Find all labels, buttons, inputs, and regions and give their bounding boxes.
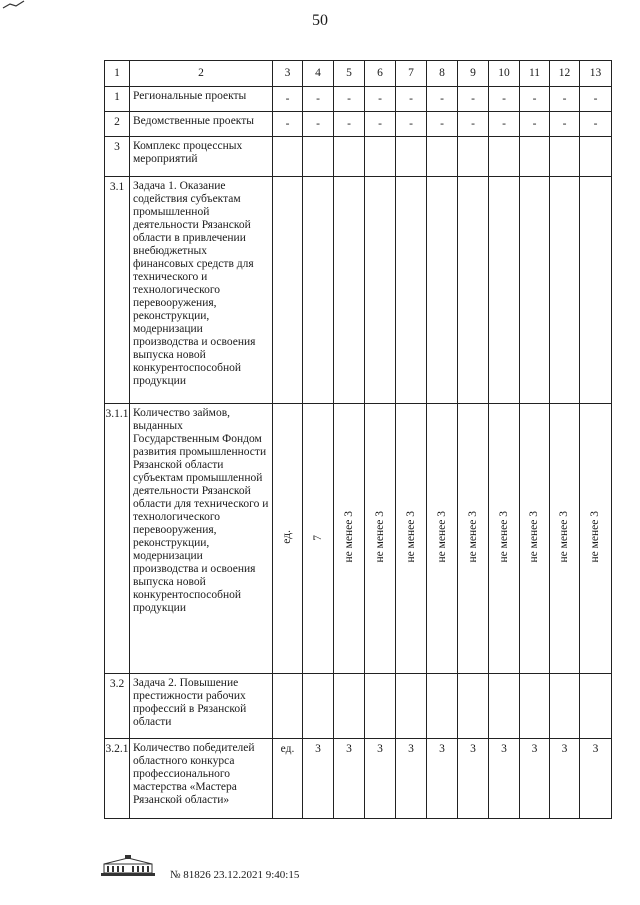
base-cell: -: [303, 112, 334, 137]
row-name: Ведомственные проекты: [130, 112, 273, 137]
year-cell: [334, 137, 365, 177]
year-cell: [489, 674, 520, 739]
row-number: 2: [105, 112, 130, 137]
year-cell: [550, 137, 580, 177]
row-number: 3.1.1: [105, 404, 130, 674]
government-building-seal: [100, 855, 156, 877]
base-cell: [303, 404, 334, 674]
year-cell: -: [427, 87, 458, 112]
base-cell: [303, 674, 334, 739]
year-value: не менее 3: [497, 510, 510, 563]
year-cell: -: [458, 87, 489, 112]
year-value: не менее 3: [373, 510, 386, 563]
column-number: 2: [130, 61, 273, 87]
registration-stamp: № 81826 23.12.2021 9:40:15: [170, 869, 300, 881]
table-row-departmental-projects: [105, 112, 612, 137]
row-number: 3: [105, 137, 130, 177]
year-value: не менее 3: [342, 510, 355, 563]
year-cell: [458, 177, 489, 404]
column-number: 13: [580, 61, 612, 87]
year-cell: 3: [520, 739, 550, 819]
year-cell: -: [365, 112, 396, 137]
year-value: не менее 3: [435, 510, 448, 563]
year-cell: [365, 177, 396, 404]
year-cell: [580, 674, 612, 739]
year-cell: [365, 404, 396, 674]
year-cell: 3: [427, 739, 458, 819]
year-value: не менее 3: [466, 510, 479, 563]
unit-value: ед.: [281, 529, 293, 544]
year-cell: -: [334, 112, 365, 137]
year-cell: [458, 674, 489, 739]
year-value: не менее 3: [589, 510, 601, 563]
column-number: 5: [334, 61, 365, 87]
table-row-task-1: [105, 177, 612, 404]
row-name: Региональные проекты: [130, 87, 273, 112]
row-name: Количество победителей областного конкурса профессионального мастерства «Мастера Рязанской области»: [130, 739, 273, 819]
row-number: 3.2.1: [105, 739, 130, 819]
year-cell: 3: [396, 739, 427, 819]
year-cell: -: [580, 87, 612, 112]
row-name: Количество займов, выданных Государственным Фондом развития промышленности Рязанской области субъектам промышленной деятельности Рязанской области для технического и технологического перевооружения, реконструкции, модернизации производства и освоения выпуска новой конкурентоспособной продукции: [130, 404, 273, 674]
year-cell: [489, 177, 520, 404]
year-cell: [427, 674, 458, 739]
unit-cell: ед.: [273, 739, 303, 819]
year-cell: [396, 404, 427, 674]
unit-cell: [273, 137, 303, 177]
column-number: 4: [303, 61, 334, 87]
column-number: 11: [520, 61, 550, 87]
year-cell: -: [520, 87, 550, 112]
table-row-loans-count: [105, 404, 612, 674]
year-cell: [550, 177, 580, 404]
year-cell: -: [365, 87, 396, 112]
year-cell: -: [396, 87, 427, 112]
year-cell: [365, 137, 396, 177]
unit-cell: [273, 177, 303, 404]
year-cell: [334, 404, 365, 674]
year-cell: [580, 404, 612, 674]
year-cell: [427, 137, 458, 177]
year-cell: [520, 674, 550, 739]
year-cell: [365, 674, 396, 739]
year-cell: [489, 404, 520, 674]
year-cell: [550, 404, 580, 674]
table-row-regional-projects: [105, 87, 612, 112]
unit-cell: -: [273, 87, 303, 112]
year-cell: 3: [580, 739, 612, 819]
base-cell: -: [303, 87, 334, 112]
column-number: 7: [396, 61, 427, 87]
year-cell: -: [520, 112, 550, 137]
year-cell: [520, 137, 550, 177]
year-cell: -: [550, 87, 580, 112]
column-number: 1: [105, 61, 130, 87]
year-cell: [580, 137, 612, 177]
year-cell: [520, 404, 550, 674]
column-number: 3: [273, 61, 303, 87]
column-number: 8: [427, 61, 458, 87]
year-cell: 3: [334, 739, 365, 819]
unit-cell: -: [273, 112, 303, 137]
table-row-task-2: [105, 674, 612, 739]
table-row-contest-winners: [105, 739, 612, 819]
year-cell: [427, 404, 458, 674]
year-cell: [458, 137, 489, 177]
corner-scan-mark: [2, 0, 28, 10]
unit-cell: [273, 404, 303, 674]
year-cell: [580, 177, 612, 404]
year-cell: [427, 177, 458, 404]
year-cell: [396, 674, 427, 739]
column-number: 9: [458, 61, 489, 87]
column-number: 12: [550, 61, 580, 87]
year-cell: -: [427, 112, 458, 137]
row-number: 3.1: [105, 177, 130, 404]
year-cell: -: [489, 112, 520, 137]
year-cell: 3: [458, 739, 489, 819]
year-cell: -: [396, 112, 427, 137]
row-number: 3.2: [105, 674, 130, 739]
column-number: 6: [365, 61, 396, 87]
year-cell: 3: [365, 739, 396, 819]
base-cell: 3: [303, 739, 334, 819]
base-value: 7: [311, 535, 324, 541]
year-cell: [458, 404, 489, 674]
year-value: не менее 3: [558, 510, 570, 563]
year-value: не менее 3: [404, 510, 417, 563]
year-cell: [396, 177, 427, 404]
year-value: не менее 3: [528, 510, 540, 563]
year-cell: -: [489, 87, 520, 112]
row-name: Комплекс процессных мероприятий: [130, 137, 273, 177]
year-cell: 3: [550, 739, 580, 819]
unit-cell: [273, 674, 303, 739]
year-cell: 3: [489, 739, 520, 819]
column-number: 10: [489, 61, 520, 87]
table-row-process-measures: [105, 137, 612, 177]
base-cell: [303, 177, 334, 404]
indicators-table: [104, 60, 612, 819]
year-cell: -: [580, 112, 612, 137]
year-cell: [520, 177, 550, 404]
year-cell: -: [334, 87, 365, 112]
year-cell: -: [550, 112, 580, 137]
year-cell: [334, 674, 365, 739]
row-number: 1: [105, 87, 130, 112]
row-name: Задача 2. Повышение престижности рабочих профессий в Рязанской области: [130, 674, 273, 739]
year-cell: [334, 177, 365, 404]
year-cell: [396, 137, 427, 177]
base-cell: [303, 137, 334, 177]
column-number-row: [105, 61, 612, 87]
year-cell: [489, 137, 520, 177]
year-cell: -: [458, 112, 489, 137]
year-cell: [550, 674, 580, 739]
page-number: 50: [312, 12, 328, 29]
row-name: Задача 1. Оказание содействия субъектам промышленной деятельности Рязанской области в привлечении внебюджетных финансовых средств для технического и технологического перевооружения, реконструкции, модернизации производства и освоения выпуска новой конкурентоспособной продукции: [130, 177, 273, 404]
